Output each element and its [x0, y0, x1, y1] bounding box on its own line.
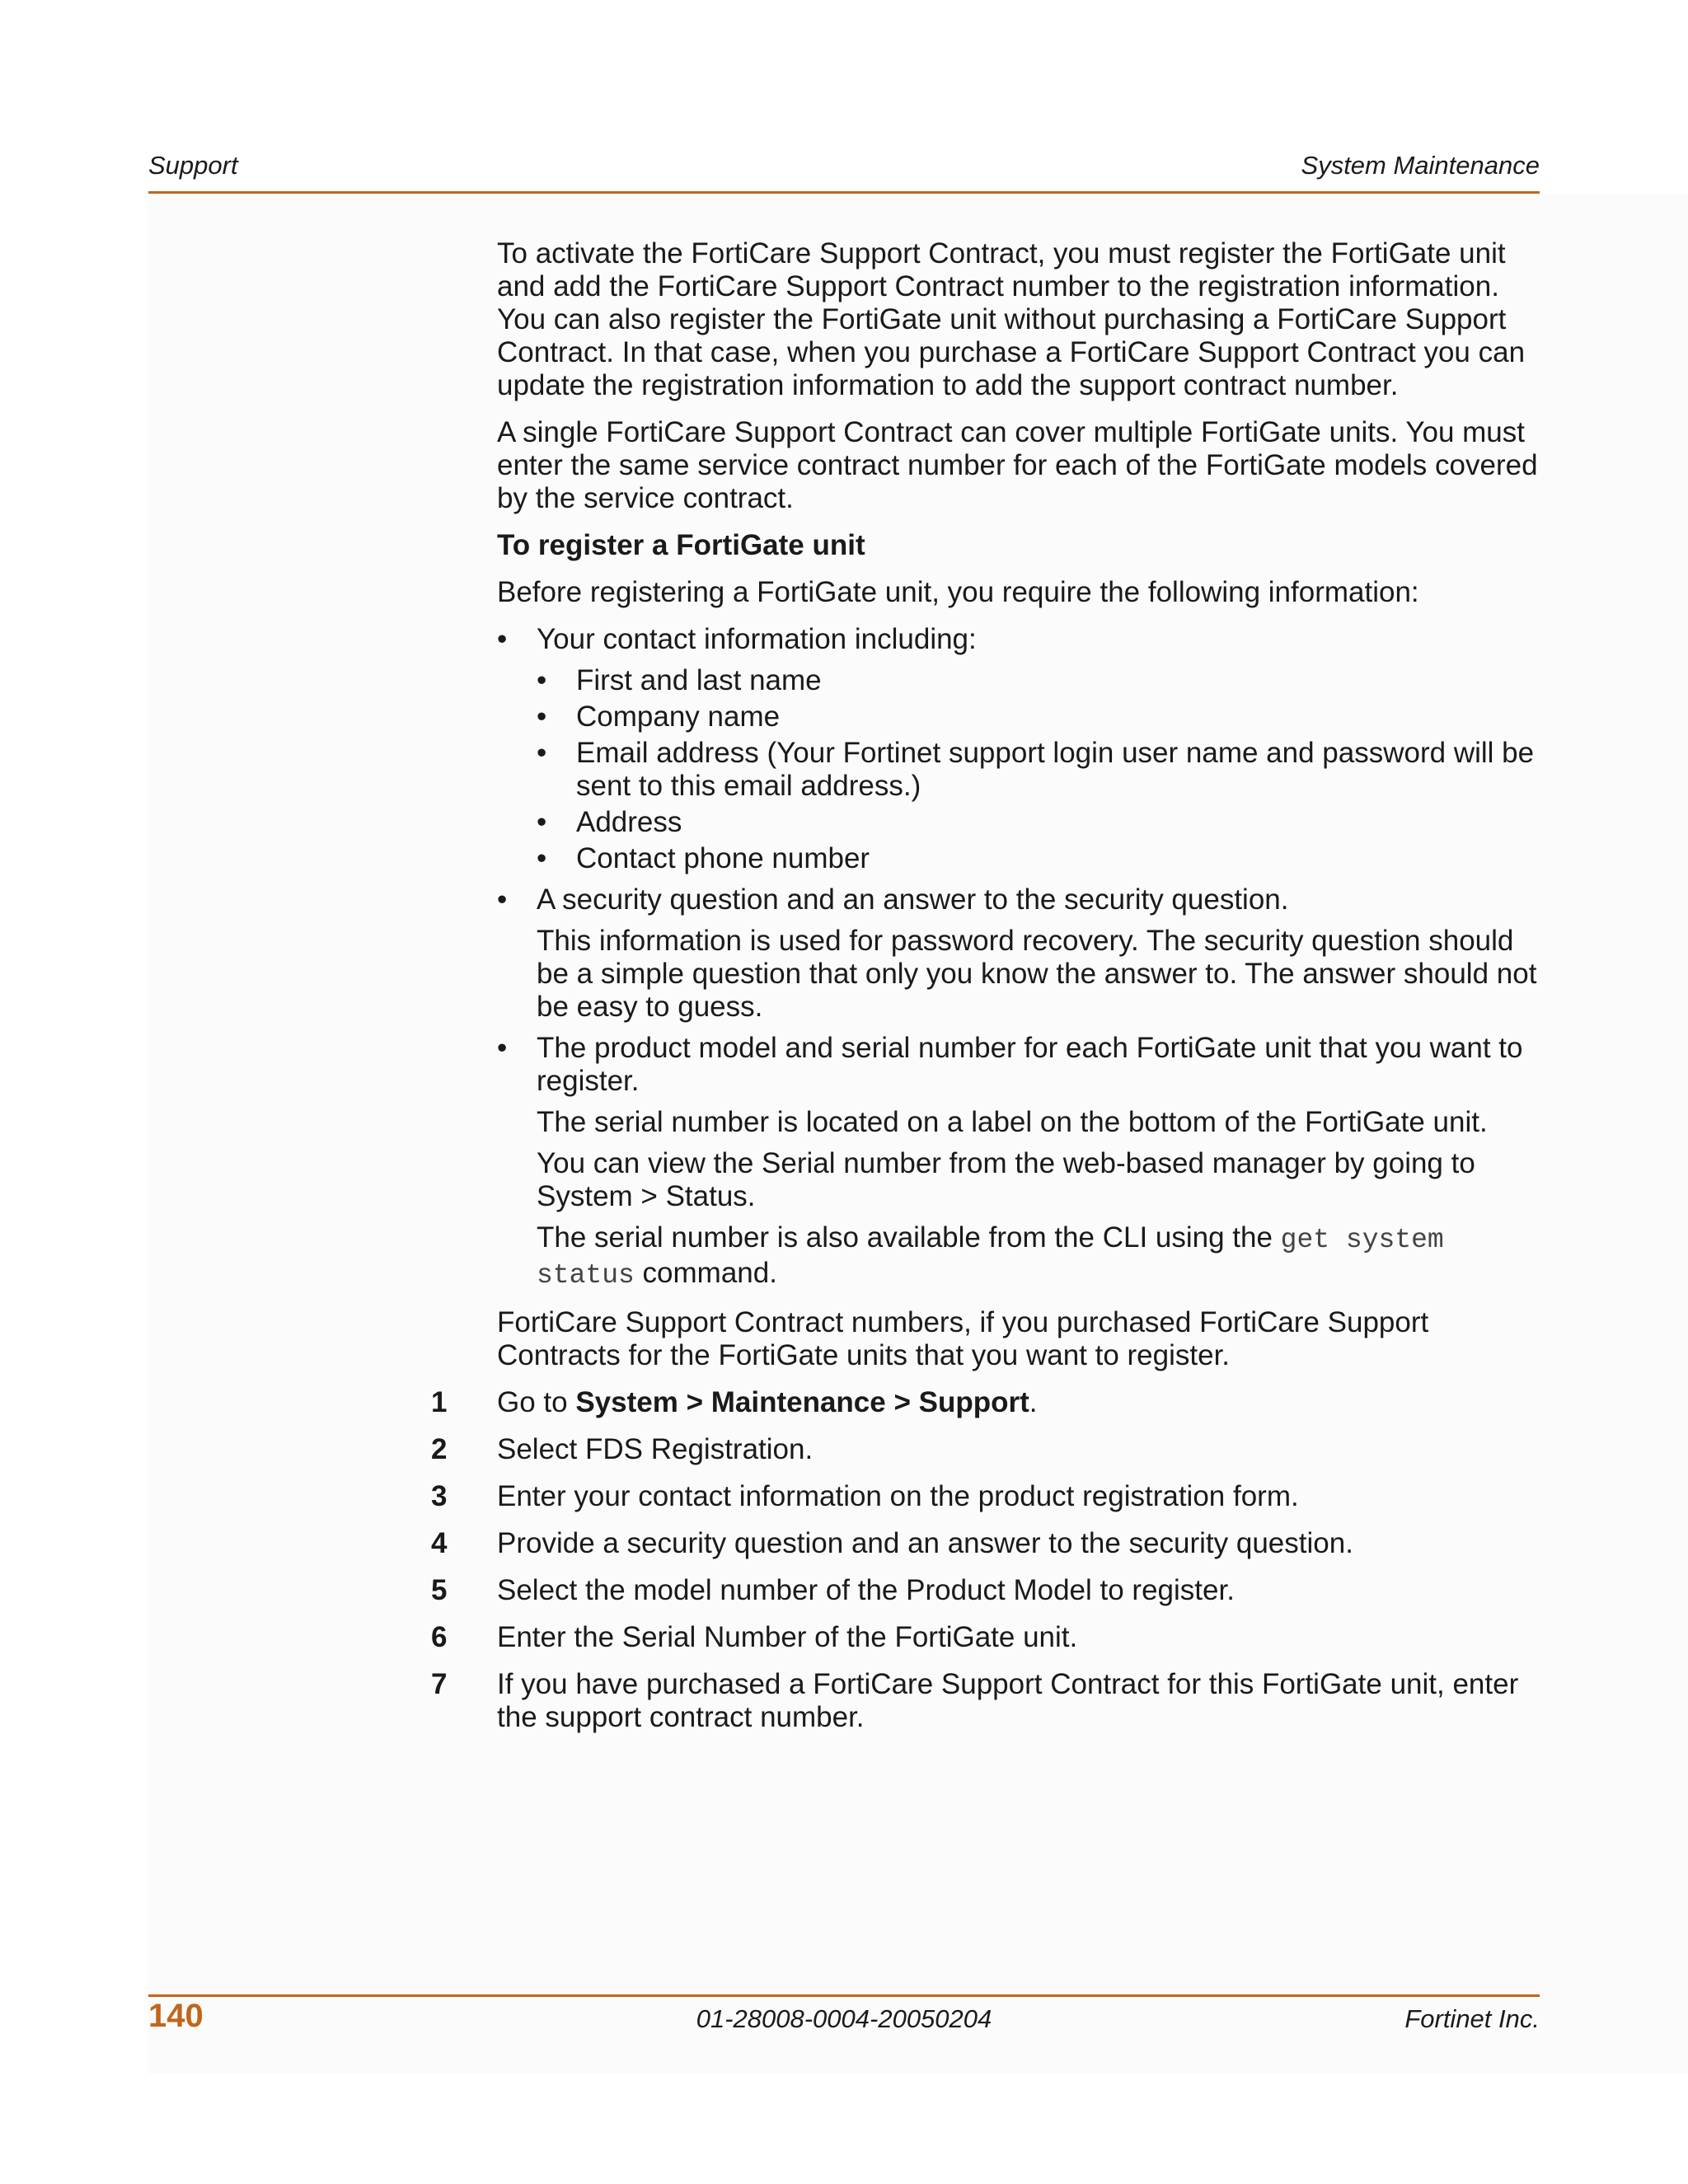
step-text-end: . [1029, 1386, 1038, 1418]
header-rule [148, 191, 1540, 194]
contracts-paragraph: FortiCare Support Contract numbers, if you purchased FortiCare Support Contracts for the FortiGate units that you want to register. [497, 1306, 1429, 1371]
cli-command: get system status [537, 1225, 1444, 1291]
intro-paragraph-2: A single FortiCare Support Contract can cover multiple FortiGate units. You must enter the same service contract number for each of the FortiGate models covered by the service contract. [497, 416, 1538, 514]
step-number: 3 [431, 1480, 448, 1512]
step-text: Go to [497, 1386, 576, 1418]
bullet-product-serial: • The product model and serial number for each FortiGate unit that you want to register. [497, 1032, 1544, 1098]
step-text: Select FDS Registration. [497, 1433, 814, 1465]
step-number: 7 [431, 1668, 448, 1700]
step-5 [431, 1574, 1544, 1607]
procedure-title: To register a FortiGate unit [497, 529, 865, 561]
header-section-name: Support [148, 151, 238, 180]
serial-cli-note [497, 1221, 1544, 1292]
step-number: 6 [431, 1621, 448, 1653]
step-number: 5 [431, 1574, 448, 1606]
step-1 [431, 1386, 1544, 1419]
step-6 [431, 1621, 1544, 1654]
company-name: Fortinet Inc. [1404, 2004, 1540, 2033]
footer-rule [148, 1994, 1540, 1997]
step-4 [431, 1527, 1544, 1560]
sub-bullet-phone: • Contact phone number [537, 842, 1544, 875]
serial-label-note: The serial number is located on a label on the bottom of the FortiGate unit. [537, 1106, 1488, 1138]
step-text: Select the model number of the Product Model to register. [497, 1574, 1235, 1606]
step-number: 1 [431, 1386, 448, 1418]
step-2 [431, 1433, 1544, 1466]
main-content [431, 237, 1544, 1748]
sub-bullet-address: • Address [537, 806, 1544, 839]
security-note: This information is used for password recovery. The security question should be a simple question that only you know the answer to. The answer should not be easy to guess. [537, 925, 1537, 1023]
sub-bullet-company: • Company name [537, 701, 1544, 733]
sub-bullet-email: • Email address (Your Fortinet support login user name and password will be sent to this email address.) [537, 737, 1544, 803]
cli-note-tail: command. [634, 1257, 777, 1289]
menu-path: System > Maintenance > Support [575, 1386, 1029, 1418]
document-id: 01-28008-0004-20050204 [696, 2004, 992, 2033]
serial-web-note: You can view the Serial number from the web-based manager by going to System > Status. [537, 1147, 1475, 1212]
step-number: 4 [431, 1527, 448, 1559]
step-text: Enter the Serial Number of the FortiGate unit. [497, 1621, 1078, 1653]
step-3 [431, 1480, 1544, 1513]
header-chapter-name: System Maintenance [1301, 151, 1540, 180]
bullet-contact-info: • Your contact information including: [497, 623, 1544, 656]
step-text: Enter your contact information on the product registration form. [497, 1480, 1299, 1512]
step-number: 2 [431, 1433, 448, 1465]
step-7 [431, 1668, 1544, 1734]
step-text: If you have purchased a FortiCare Support Contract for this FortiGate unit, enter the support contract number. [497, 1668, 1519, 1733]
cli-note-text: The serial number is also available from the CLI using the [537, 1221, 1281, 1254]
procedure-lead: Before registering a FortiGate unit, you require the following information: [497, 576, 1419, 608]
intro-paragraph-1: To activate the FortiCare Support Contract, you must register the FortiGate unit and add the FortiCare Support Contract number to the registration information. You can also register the FortiGate unit without purchasing a FortiCare Support Contract. In that case, when you purchase a FortiCare Support Contract you can update the registration information to add the support contract number. [497, 237, 1526, 401]
bullet-security-question: • A security question and an answer to the security question. [497, 883, 1544, 916]
step-text: Provide a security question and an answer to the security question. [497, 1527, 1353, 1559]
sub-bullet-name: • First and last name [537, 664, 1544, 697]
page-number: 140 [148, 1998, 204, 2034]
